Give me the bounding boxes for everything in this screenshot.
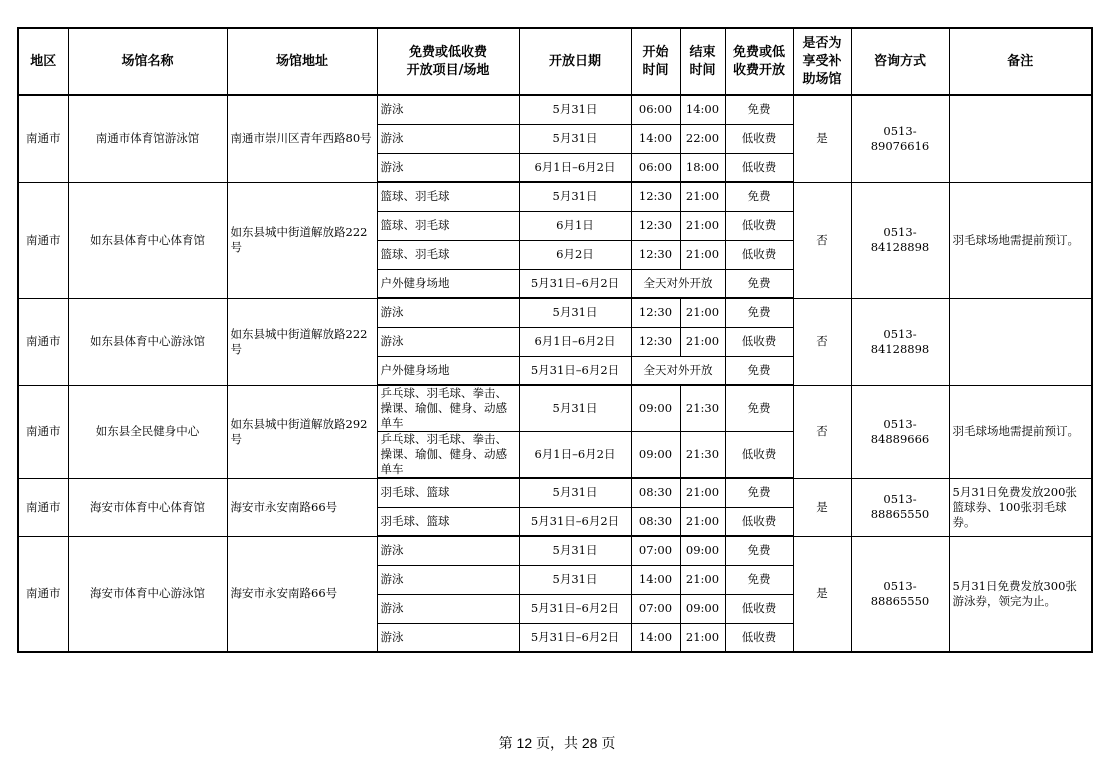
region-cell: 南通市 (18, 182, 68, 298)
end-time-cell: 21:00 (680, 240, 725, 269)
venue-name-cell: 如东县体育中心游泳馆 (68, 298, 227, 385)
end-time-cell: 21:00 (680, 623, 725, 652)
start-time-cell: 08:30 (631, 507, 680, 536)
region-cell: 南通市 (18, 298, 68, 385)
note-cell: 羽毛球场地需提前预订。 (949, 385, 1092, 478)
subsidized-cell: 否 (793, 182, 851, 298)
date-cell: 6月1日–6月2日 (519, 432, 631, 479)
start-time-cell: 08:30 (631, 478, 680, 507)
start-time-cell: 06:00 (631, 95, 680, 124)
header-address: 场馆地址 (227, 28, 377, 95)
region-cell: 南通市 (18, 95, 68, 182)
item-cell: 篮球、羽毛球 (377, 211, 519, 240)
end-time-cell: 21:00 (680, 298, 725, 327)
item-cell: 乒乓球、羽毛球、拳击、操课、瑜伽、健身、动感单车 (377, 385, 519, 432)
fee-type-cell: 免费 (725, 269, 793, 298)
header-fee: 免费或低 收费开放 (725, 28, 793, 95)
all-day-open-cell: 全天对外开放 (631, 269, 725, 298)
date-cell: 5月31日 (519, 536, 631, 565)
start-time-cell: 14:00 (631, 623, 680, 652)
start-time-cell: 09:00 (631, 432, 680, 479)
venue-address-cell: 如东县城中街道解放路222号 (227, 298, 377, 385)
date-cell: 6月1日–6月2日 (519, 153, 631, 182)
contact-cell: 0513-84889666 (851, 385, 949, 478)
note-cell: 5月31日免费发放300张游泳券，领完为止。 (949, 536, 1092, 652)
header-region: 地区 (18, 28, 68, 95)
item-cell: 游泳 (377, 298, 519, 327)
header-end: 结束 时间 (680, 28, 725, 95)
date-cell: 5月31日 (519, 298, 631, 327)
start-time-cell: 14:00 (631, 124, 680, 153)
subsidized-cell: 否 (793, 298, 851, 385)
contact-cell: 0513-89076616 (851, 95, 949, 182)
venue-name-cell: 海安市体育中心游泳馆 (68, 536, 227, 652)
table-row (18, 478, 1092, 507)
date-cell: 5月31日–6月2日 (519, 269, 631, 298)
note-cell (949, 95, 1092, 182)
item-cell: 游泳 (377, 594, 519, 623)
date-cell: 5月31日 (519, 95, 631, 124)
fee-type-cell: 低收费 (725, 240, 793, 269)
venue-address-cell: 如东县城中街道解放路222号 (227, 182, 377, 298)
fee-type-cell: 免费 (725, 478, 793, 507)
venue-address-cell: 南通市崇川区青年西路80号 (227, 95, 377, 182)
item-cell: 篮球、羽毛球 (377, 240, 519, 269)
date-cell: 6月1日–6月2日 (519, 327, 631, 356)
note-cell: 5月31日免费发放200张篮球券、100张羽毛球券。 (949, 478, 1092, 536)
item-cell: 游泳 (377, 124, 519, 153)
item-cell: 乒乓球、羽毛球、拳击、操课、瑜伽、健身、动感单车 (377, 432, 519, 479)
end-time-cell: 21:30 (680, 385, 725, 432)
date-cell: 5月31日–6月2日 (519, 356, 631, 385)
end-time-cell: 21:00 (680, 327, 725, 356)
header-note: 备注 (949, 28, 1092, 95)
end-time-cell: 21:00 (680, 211, 725, 240)
all-day-open-cell: 全天对外开放 (631, 356, 725, 385)
subsidized-cell: 是 (793, 95, 851, 182)
header-date: 开放日期 (519, 28, 631, 95)
contact-cell: 0513-88865550 (851, 478, 949, 536)
date-cell: 5月31日–6月2日 (519, 594, 631, 623)
fee-type-cell: 免费 (725, 536, 793, 565)
venue-schedule-table (17, 27, 1093, 653)
header-item: 免费或低收费 开放项目/场地 (377, 28, 519, 95)
fee-type-cell: 免费 (725, 182, 793, 211)
fee-type-cell: 低收费 (725, 507, 793, 536)
date-cell: 5月31日 (519, 565, 631, 594)
start-time-cell: 09:00 (631, 385, 680, 432)
date-cell: 6月2日 (519, 240, 631, 269)
item-cell: 游泳 (377, 623, 519, 652)
item-cell: 户外健身场地 (377, 356, 519, 385)
table-row (18, 95, 1092, 124)
date-cell: 6月1日 (519, 211, 631, 240)
date-cell: 5月31日–6月2日 (519, 623, 631, 652)
page-footer: 第 12 页，共 28 页 (498, 735, 616, 751)
start-time-cell: 12:30 (631, 240, 680, 269)
item-cell: 游泳 (377, 95, 519, 124)
subsidized-cell: 是 (793, 478, 851, 536)
end-time-cell: 21:00 (680, 565, 725, 594)
note-cell (949, 298, 1092, 385)
date-cell: 5月31日–6月2日 (519, 507, 631, 536)
table-row (18, 182, 1092, 211)
contact-cell: 0513-84128898 (851, 182, 949, 298)
venue-address-cell: 海安市永安南路66号 (227, 478, 377, 536)
table-row (18, 536, 1092, 565)
date-cell: 5月31日 (519, 385, 631, 432)
item-cell: 游泳 (377, 536, 519, 565)
start-time-cell: 14:00 (631, 565, 680, 594)
end-time-cell: 22:00 (680, 124, 725, 153)
item-cell: 游泳 (377, 327, 519, 356)
venue-address-cell: 海安市永安南路66号 (227, 536, 377, 652)
fee-type-cell: 低收费 (725, 153, 793, 182)
venue-name-cell: 如东县体育中心体育馆 (68, 182, 227, 298)
table-row (18, 385, 1092, 432)
subsidized-cell: 否 (793, 385, 851, 478)
header-venue: 场馆名称 (68, 28, 227, 95)
date-cell: 5月31日 (519, 124, 631, 153)
venue-name-cell: 海安市体育中心体育馆 (68, 478, 227, 536)
region-cell: 南通市 (18, 385, 68, 478)
venue-address-cell: 如东县城中街道解放路292号 (227, 385, 377, 478)
fee-type-cell: 免费 (725, 356, 793, 385)
contact-cell: 0513-84128898 (851, 298, 949, 385)
start-time-cell: 06:00 (631, 153, 680, 182)
item-cell: 羽毛球、篮球 (377, 507, 519, 536)
end-time-cell: 21:00 (680, 182, 725, 211)
venue-name-cell: 南通市体育馆游泳馆 (68, 95, 227, 182)
date-cell: 5月31日 (519, 182, 631, 211)
header-subsidized: 是否为 享受补 助场馆 (793, 28, 851, 95)
start-time-cell: 07:00 (631, 536, 680, 565)
header-contact: 咨询方式 (851, 28, 949, 95)
fee-type-cell: 低收费 (725, 327, 793, 356)
fee-type-cell: 低收费 (725, 211, 793, 240)
region-cell: 南通市 (18, 536, 68, 652)
fee-type-cell: 低收费 (725, 124, 793, 153)
fee-type-cell: 免费 (725, 95, 793, 124)
end-time-cell: 14:00 (680, 95, 725, 124)
end-time-cell: 21:00 (680, 478, 725, 507)
region-cell: 南通市 (18, 478, 68, 536)
start-time-cell: 12:30 (631, 298, 680, 327)
start-time-cell: 12:30 (631, 182, 680, 211)
item-cell: 户外健身场地 (377, 269, 519, 298)
venue-name-cell: 如东县全民健身中心 (68, 385, 227, 478)
fee-type-cell: 低收费 (725, 594, 793, 623)
end-time-cell: 09:00 (680, 594, 725, 623)
end-time-cell: 21:30 (680, 432, 725, 479)
contact-cell: 0513-88865550 (851, 536, 949, 652)
start-time-cell: 12:30 (631, 211, 680, 240)
end-time-cell: 21:00 (680, 507, 725, 536)
start-time-cell: 07:00 (631, 594, 680, 623)
item-cell: 羽毛球、篮球 (377, 478, 519, 507)
item-cell: 游泳 (377, 565, 519, 594)
item-cell: 游泳 (377, 153, 519, 182)
fee-type-cell: 免费 (725, 565, 793, 594)
fee-type-cell: 低收费 (725, 623, 793, 652)
start-time-cell: 12:30 (631, 327, 680, 356)
table-row (18, 298, 1092, 327)
date-cell: 5月31日 (519, 478, 631, 507)
end-time-cell: 18:00 (680, 153, 725, 182)
fee-type-cell: 低收费 (725, 432, 793, 479)
end-time-cell: 09:00 (680, 536, 725, 565)
fee-type-cell: 免费 (725, 298, 793, 327)
item-cell: 篮球、羽毛球 (377, 182, 519, 211)
subsidized-cell: 是 (793, 536, 851, 652)
fee-type-cell: 免费 (725, 385, 793, 432)
header-row (18, 28, 1092, 95)
note-cell: 羽毛球场地需提前预订。 (949, 182, 1092, 298)
header-start: 开始 时间 (631, 28, 680, 95)
